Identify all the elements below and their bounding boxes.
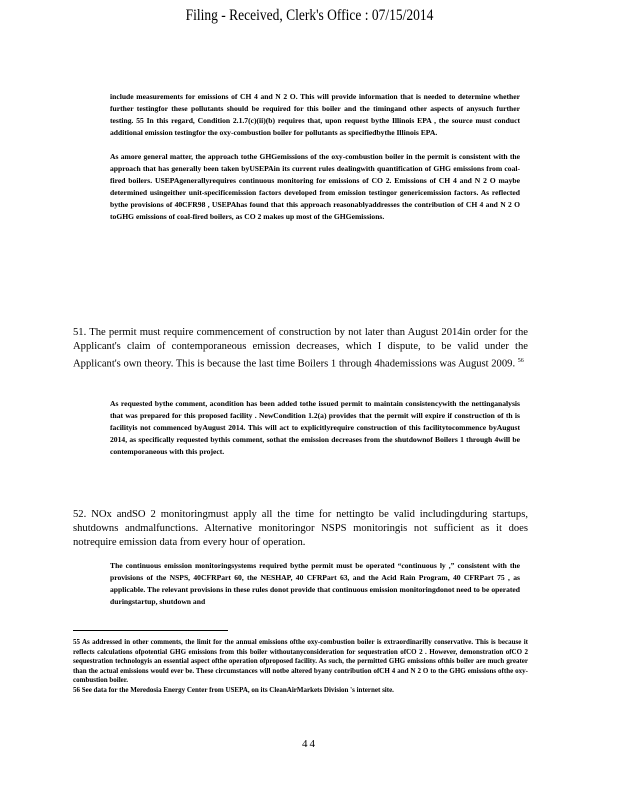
response-paragraph: include measurements for emissions of CH 4 and N 2 O. This will provide information that is needed to determine whether further testingfor these pollutants should be required for this boiler and the timingand other aspects of anysuch further testing. 55 In this regard, Condition 2.1.7(c)(ii)(b) requires that, upon request bythe Illinois EPA , the source must conduct additional emission testingfor the oxy-combustion boiler for pollutants as specifiedbythe Illinois EPA.	[110, 92, 520, 137]
response-paragraph: The continuous emission monitoringsystems required bythe permit must be operated “continuous ly ,” consistent with the provisions of the NSPS, 40CFRPart 60, the NESHAP, 40 CFRPart 63, and the Acid Rain Program, 40 CFRPart 75 , as applicable. The relevant provisions in these rules donot provide that continuous emission monitoringdonot need to be operated duringstartup, shutdown and	[110, 561, 520, 606]
page-number: 44	[302, 738, 317, 750]
response-block-3	[110, 560, 520, 608]
filing-header: Filing - Received, Clerk's Office : 07/15/2014	[185, 6, 434, 24]
footnotes	[73, 638, 528, 696]
footnote-divider	[73, 630, 228, 631]
footnote-ref: 56	[517, 358, 524, 364]
comment-text: NOx andSO 2 monitoringmust apply all the time for nettingto be valid includingduring startups, shutdowns andmalfunctions. Alternative monitoringor NSPS monitoringis not sufficient as it does notrequire emission data from every hour of operation.	[73, 509, 529, 548]
response-paragraph: As amore general matter, the approach tothe GHGemissions of the oxy-combustion boiler in the permit is consistent with the approach that has generally been taken byUSEPAin its current rules dealingwith quantification of GHG emissions from coal-fired boilers. USEPAgenerallyrequires continuous monitoring for emissions of CO 2. Emissions of CH 4 and N 2 O maybe determined usingeither unit-specificemission factors developed from emission testingor genericemission factors. As reflected bythe provisions of 40CFR98 , USEPAhas found that this approach reasonablyaddresses the contribution of CH 4 and N 2 O toGHG emissions of coal-fired boilers, as CO 2 makes up most of the GHGemissions.	[110, 152, 520, 221]
comment-text: The permit must require commencement of construction by not later than August 2014in order for the Applicant's claim of contemporaneous emission decreases, which I dispute, to be valid under the Applicant's own theory. This is because the last time Boilers 1 through 4hademissions was August 2009.	[73, 327, 528, 370]
comment-number: 51.	[73, 327, 87, 338]
response-block-1	[110, 91, 520, 223]
footnote-56: 56 See data for the Meredosia Energy Center from USEPA, on its CleanAirMarkets Division 's internet site.	[73, 685, 394, 694]
response-block-2	[110, 398, 520, 458]
comment-51	[73, 326, 528, 372]
comment-number: 52.	[73, 509, 87, 520]
comment-52	[73, 508, 528, 550]
footnote-55: 55 As addressed in other comments, the limit for the annual emissions ofthe oxy-combustion boiler is extraordinarilly conservative. This is because it reflects calculations ofpotential GHG emissions from this boiler withoutanyconsideration for sequestration ofCO 2 . However, demonstration ofCO 2 sequestration technologyis an essential aspect ofthe operation ofproposed facility. As such, the permitted GHG emissions ofthis boiler are much greater than the actual emissions would ever be. These circumstances will notbe altered byany contribution ofCH 4 and N 2 O to the GHG emissions ofthe oxy-combustion boiler.	[73, 638, 528, 685]
response-paragraph: As requested bythe comment, acondition has been added tothe issued permit to maintain consistencywith the nettinganalysis that was prepared for this proposed facility . NewCondition 1.2(a) provides that the permit will expire if construction of th is facilityis not commenced byAugust 2014. This will act to explicitlyrequire construction of this facilitytocommence byAugust 2014, as specifically requested bythis comment, sothat the emission decreases from the shutdownof Boilers 1 through 4will be contemporaneous with this project.	[110, 399, 520, 456]
